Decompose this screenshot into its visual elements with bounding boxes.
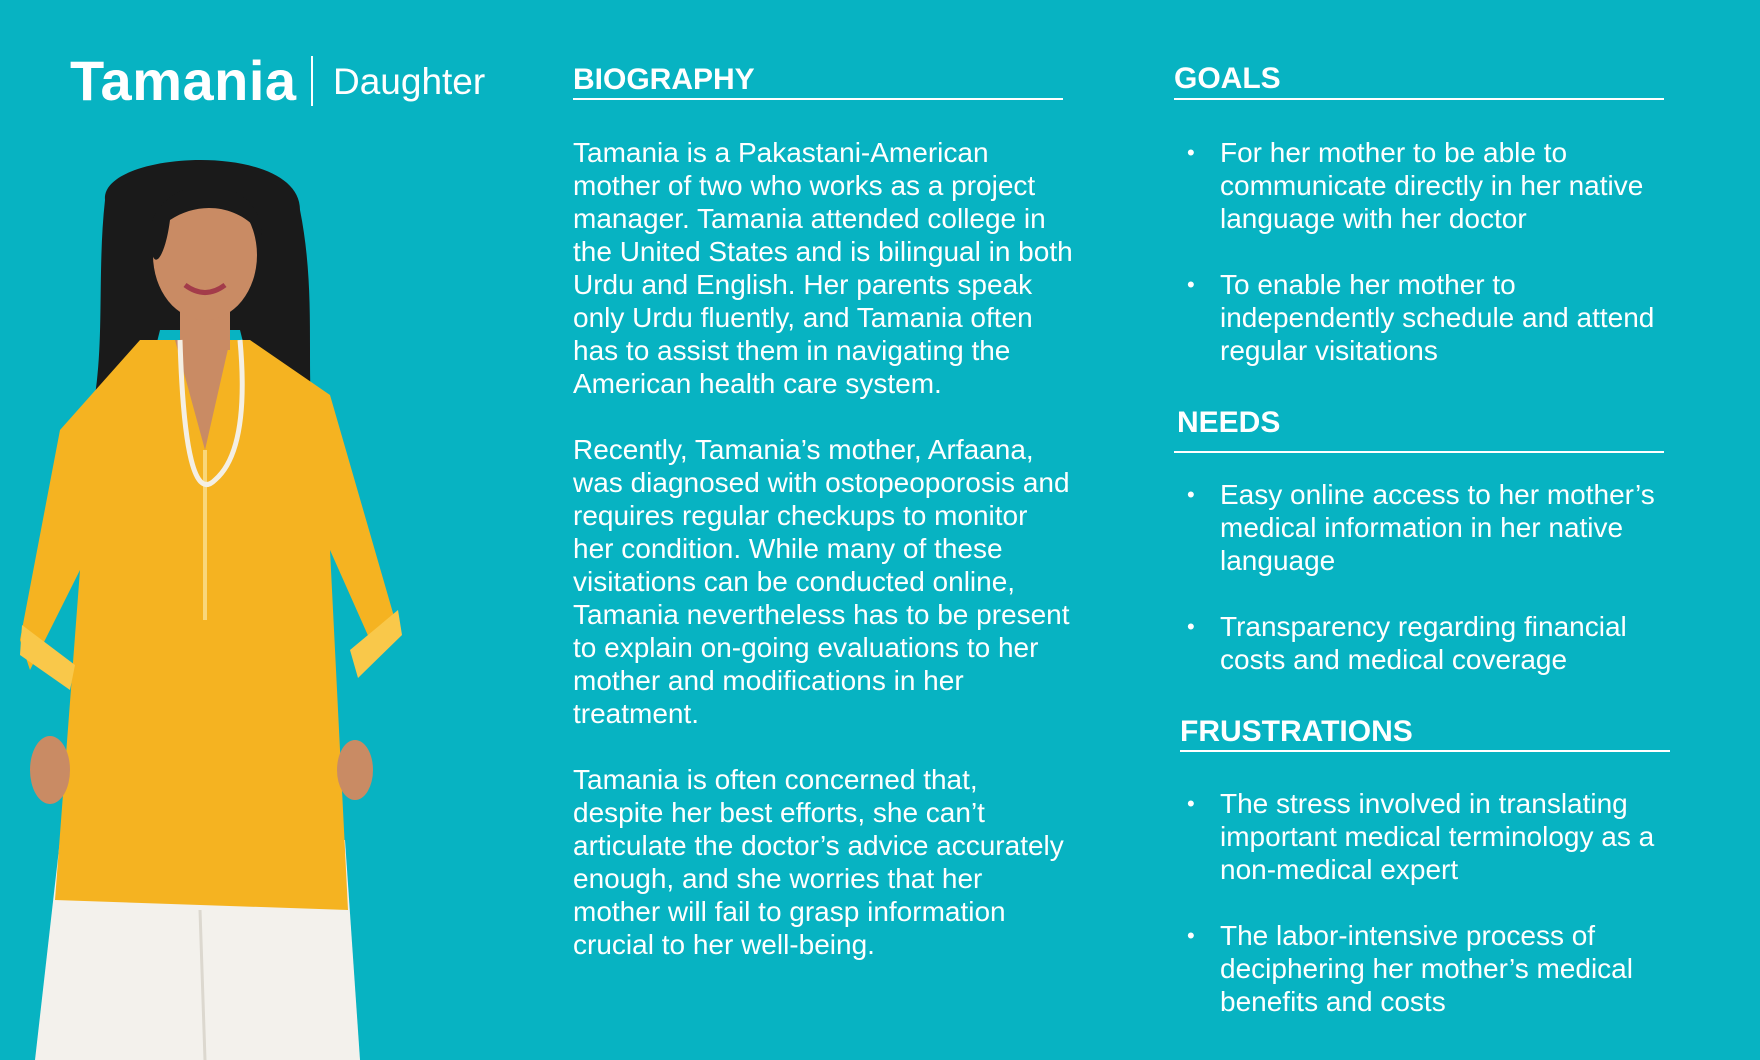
biography-paragraph: Recently, Tamania’s mother, Arfaana, was diagnosed with ostopeoporosis and requires regular checkups to monitor her condition. While many of these visitations can be conducted online, Tamania nevertheless has to be present to explain on-going evaluations to her mother and modifications in her treatment. xyxy=(573,434,1070,729)
bullet-icon: • xyxy=(1187,614,1195,639)
persona-name: Tamania xyxy=(70,49,297,112)
biography-title: BIOGRAPHY xyxy=(573,63,755,96)
frustrations-list xyxy=(1174,787,1674,1051)
frustration-text: The labor-intensive process of deciphering her mother’s medical benefits and costs xyxy=(1220,920,1633,1017)
frustration-text: The stress involved in translating important medical terminology as a non-medical expert xyxy=(1220,788,1655,885)
biography-paragraph: Tamania is often concerned that, despite her best efforts, she can’t articulate the doctor’s advice accurately enough, and she worries that her mother will fail to grasp information crucial to her well-being. xyxy=(573,764,1064,960)
need-text: Easy online access to her mother’s medical information in her native language xyxy=(1220,479,1655,576)
needs-rule xyxy=(1174,451,1664,453)
need-text: Transparency regarding financial costs and medical coverage xyxy=(1220,611,1627,675)
goals-list xyxy=(1174,136,1664,400)
needs-title: NEEDS xyxy=(1177,406,1281,439)
name-divider xyxy=(311,56,313,106)
list-item xyxy=(1174,919,1674,1018)
goals-title: GOALS xyxy=(1174,62,1281,95)
frustrations-title: FRUSTRATIONS xyxy=(1180,715,1413,748)
list-item xyxy=(1174,787,1674,886)
list-item xyxy=(1174,268,1664,367)
frustrations-rule xyxy=(1180,750,1670,752)
persona-role: Daughter xyxy=(333,61,486,102)
bullet-icon: • xyxy=(1187,923,1195,948)
list-item xyxy=(1174,136,1664,235)
biography-body xyxy=(573,136,1073,994)
goal-text: To enable her mother to independently schedule and attend regular visitations xyxy=(1220,269,1655,366)
list-item xyxy=(1174,610,1664,676)
bullet-icon: • xyxy=(1187,272,1195,297)
goal-text: For her mother to be able to communicate directly in her native language with her doctor xyxy=(1220,137,1644,234)
persona-photo xyxy=(0,150,420,1060)
goals-rule xyxy=(1174,98,1664,100)
biography-rule xyxy=(573,98,1063,100)
bullet-icon: • xyxy=(1187,140,1195,165)
list-item xyxy=(1174,478,1664,577)
bullet-icon: • xyxy=(1187,791,1195,816)
needs-list xyxy=(1174,478,1664,709)
bullet-icon: • xyxy=(1187,482,1195,507)
biography-paragraph: Tamania is a Pakastani-American mother of two who works as a project manager. Tamania attended college in the United States and is bilingual in both Urdu and English. Her parents speak only Urdu fluently, and Tamania often has to assist them in navigating the American health care system. xyxy=(573,137,1073,399)
